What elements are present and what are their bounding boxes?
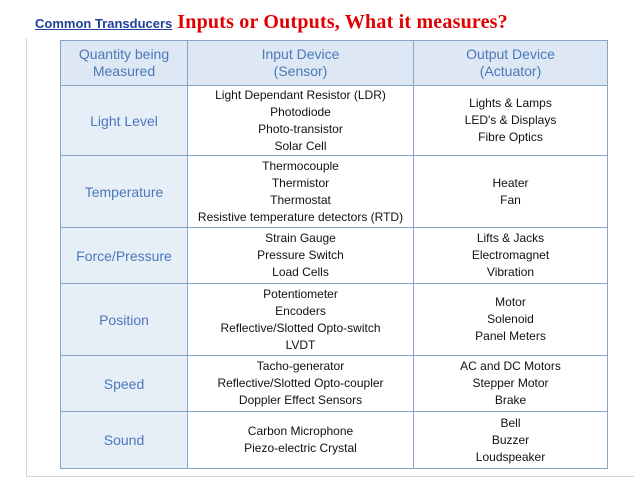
common-transducers-link[interactable]: Common Transducers <box>35 15 173 31</box>
slide-frame-bottom <box>26 476 634 477</box>
output-device-cell <box>414 86 608 156</box>
input-device-item: Thermistor <box>271 175 330 190</box>
input-device-item: Resistive temperature detectors (RTD) <box>197 209 404 224</box>
output-device-cell <box>414 284 608 356</box>
quantity-cell: Sound <box>61 412 188 469</box>
column-header-line: Output Device <box>466 46 555 62</box>
output-device-cell <box>414 228 608 284</box>
input-device-item: Light Dependant Resistor (LDR) <box>215 87 386 102</box>
slide-frame-left <box>26 38 27 476</box>
output-device-item: Motor <box>495 295 526 309</box>
input-device-cell <box>188 356 414 412</box>
slide-header <box>35 6 635 38</box>
output-device-item: Buzzer <box>491 432 530 447</box>
output-device-item: Fan <box>500 192 521 207</box>
input-device-item: Pressure Switch <box>257 248 344 262</box>
input-device-item: Reflective/Slotted Opto-switch <box>220 320 381 335</box>
output-device-item: Bell <box>500 415 521 430</box>
quantity-cell: Light Level <box>61 86 188 156</box>
column-header-line: Measured <box>92 63 156 79</box>
input-device-cell <box>188 284 414 356</box>
input-device-item: Solar Cell <box>274 138 327 153</box>
input-device-item: Thermostat <box>270 192 331 207</box>
table-row <box>61 356 608 412</box>
input-device-cell <box>188 156 414 228</box>
table-row <box>61 86 608 156</box>
output-device-item: Solenoid <box>487 312 534 326</box>
table-row <box>61 284 608 356</box>
quantity-cell: Position <box>61 284 188 356</box>
table-row <box>61 412 608 469</box>
input-device-item: Load Cells <box>272 265 329 279</box>
column-header-output-device <box>414 41 608 86</box>
output-device-item: Vibration <box>486 265 535 279</box>
input-device-item: Reflective/Slotted Opto-coupler <box>217 376 384 390</box>
output-device-item: LED's & Displays <box>464 113 557 127</box>
quantity-cell: Force/Pressure <box>61 228 188 284</box>
output-device-item: Brake <box>494 393 527 407</box>
transducers-table <box>60 40 608 469</box>
column-header-line: Quantity being <box>78 46 170 62</box>
table-body <box>61 86 608 469</box>
column-header-line: (Actuator) <box>479 63 542 79</box>
input-device-item: Doppler Effect Sensors <box>238 393 363 407</box>
input-device-cell <box>188 228 414 284</box>
output-device-item: Electromagnet <box>471 248 550 262</box>
output-device-item: Panel Meters <box>475 329 546 343</box>
output-device-item: Lifts & Jacks <box>476 231 545 245</box>
input-device-item: Potentiometer <box>263 286 338 301</box>
column-header-input-device <box>188 41 414 86</box>
output-device-item: Heater <box>492 175 529 190</box>
output-device-item: Lights & Lamps <box>469 96 552 110</box>
output-device-cell <box>414 356 608 412</box>
table-row <box>61 228 608 284</box>
input-device-item: Photo-transistor <box>258 121 343 136</box>
quantity-cell: Temperature <box>61 156 188 228</box>
table-header-row <box>61 41 608 86</box>
output-device-cell <box>414 412 608 469</box>
output-device-item: AC and DC Motors <box>460 359 561 373</box>
input-device-item: Tacho-generator <box>256 359 345 373</box>
input-device-item: Carbon Microphone <box>247 424 354 438</box>
output-device-item: Loudspeaker <box>475 449 546 464</box>
slide-title: Inputs or Outputs, What it measures? <box>177 10 508 33</box>
column-header-quantity <box>61 41 188 86</box>
input-device-item: Encoders <box>275 303 326 318</box>
quantity-cell: Speed <box>61 356 188 412</box>
input-device-item: Thermocouple <box>262 158 339 173</box>
input-device-cell <box>188 86 414 156</box>
table-row <box>61 156 608 228</box>
input-device-item: LVDT <box>285 337 316 352</box>
input-device-cell <box>188 412 414 469</box>
input-device-item: Piezo-electric Crystal <box>244 441 357 455</box>
output-device-item: Stepper Motor <box>472 376 549 390</box>
input-device-item: Strain Gauge <box>265 231 336 245</box>
column-header-line: Input Device <box>261 46 340 62</box>
output-device-item: Fibre Optics <box>478 130 543 144</box>
output-device-cell <box>414 156 608 228</box>
input-device-item: Photodiode <box>270 104 331 119</box>
column-header-line: (Sensor) <box>273 63 328 79</box>
